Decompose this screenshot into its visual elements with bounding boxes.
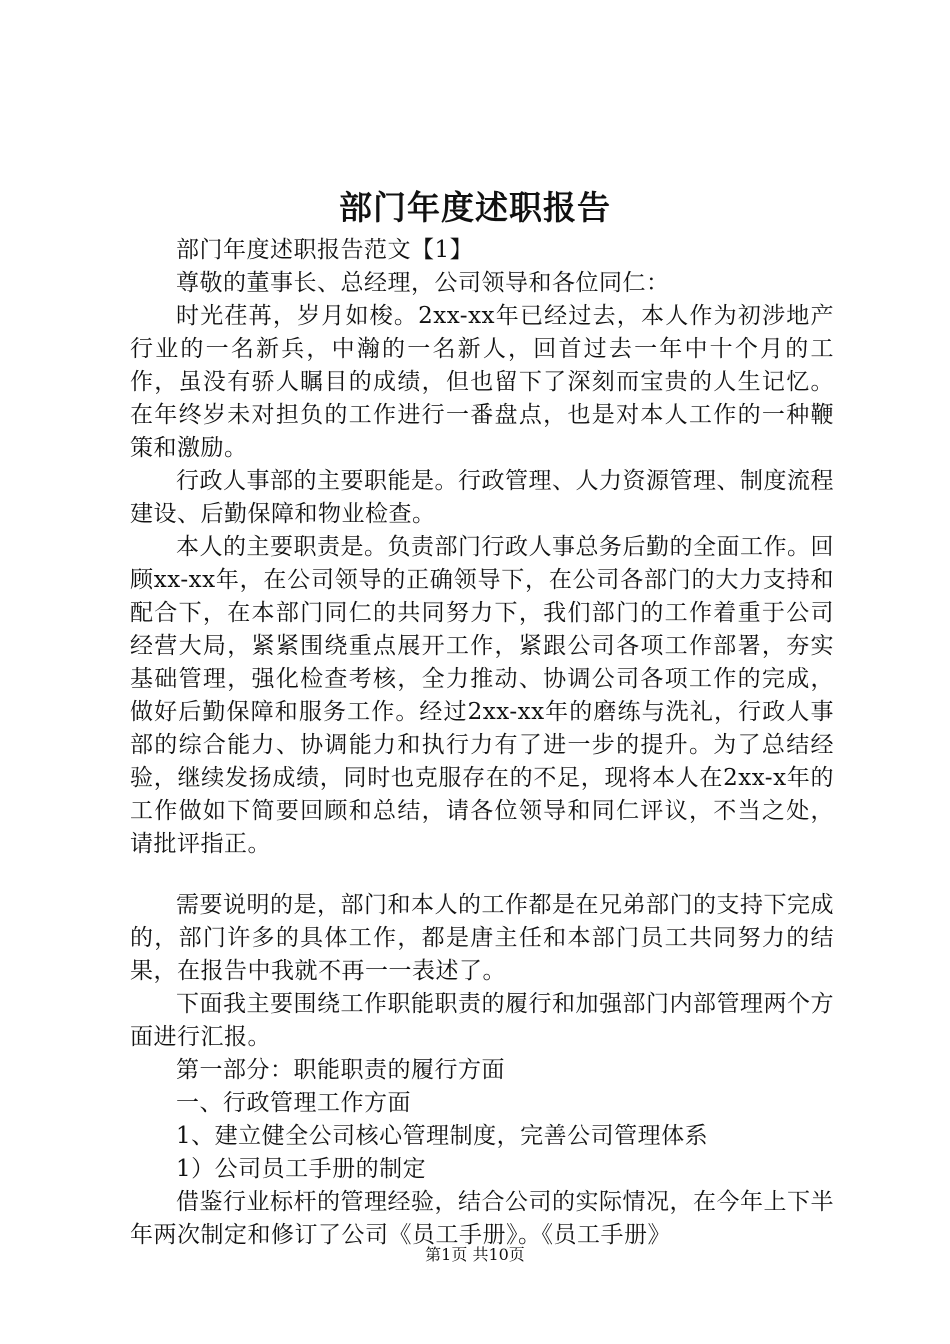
subitem-heading: 1）公司员工手册的制定 — [176, 1156, 427, 1182]
document-title: 部门年度述职报告 — [339, 188, 611, 227]
body-paragraph: 下面我主要围绕工作职能职责的履行和加强部门内部管理两个方面进行汇报。 — [130, 991, 834, 1050]
document-body — [130, 234, 834, 1252]
body-paragraph: 行政人事部的主要职能是。行政管理、人力资源管理、制度流程建设、后勤保障和物业检查。 — [130, 468, 834, 527]
body-paragraph: 借鉴行业标杆的管理经验，结合公司的实际情况，在今年上下半年两次制定和修订了公司《员工手册》。《员工手册》 — [130, 1189, 834, 1248]
item-heading: 1、建立健全公司核心管理制度，完善公司管理体系 — [176, 1123, 709, 1149]
body-paragraph: 需要说明的是，部门和本人的工作都是在兄弟部门的支持下完成的，部门许多的具体工作，都是唐主任和本部门员工共同努力的结果，在报告中我就不再一一表述了。 — [130, 892, 834, 984]
body-paragraph: 本人的主要职责是。负责部门行政人事总务后勤的全面工作。回顾xx-xx年，在公司领导的正确领导下，在公司各部门的大力支持和配合下，在本部门同仁的共同努力下，我们部门的工作着重于公司经营大局，紧紧围绕重点展开工作，紧跟公司各项工作部署，夯实基础管理，强化检查考核，全力推动、协调公司各项工作的完成，做好后勤保障和服务工作。经过2xx-xx年的磨练与洗礼，行政人事部的综合能力、协调能力和执行力有了进一步的提升。为了总结经验，继续发扬成绩，同时也克服存在的不足，现将本人在2xx-x年的工作做如下简要回顾和总结，请各位领导和同仁评议，不当之处，请批评指正。 — [130, 534, 834, 857]
section-heading: 第一部分：职能职责的履行方面 — [176, 1057, 505, 1083]
body-paragraph: 时光荏苒，岁月如梭。2xx-xx年已经过去，本人作为初涉地产行业的一名新兵，中瀚的一名新人，回首过去一年中十个月的工作，虽没有骄人瞩目的成绩，但也留下了深刻而宝贵的人生记忆。在年终岁未对担负的工作进行一番盘点，也是对本人工作的一种鞭策和激励。 — [130, 303, 834, 461]
subsection-heading: 一、行政管理工作方面 — [176, 1090, 411, 1116]
page-number-footer: 第1页 共10页 — [425, 1245, 525, 1264]
salutation-paragraph: 尊敬的董事长、总经理，公司领导和各位同仁： — [176, 270, 670, 296]
subtitle-paragraph: 部门年度述职报告范文【1】 — [176, 237, 474, 263]
